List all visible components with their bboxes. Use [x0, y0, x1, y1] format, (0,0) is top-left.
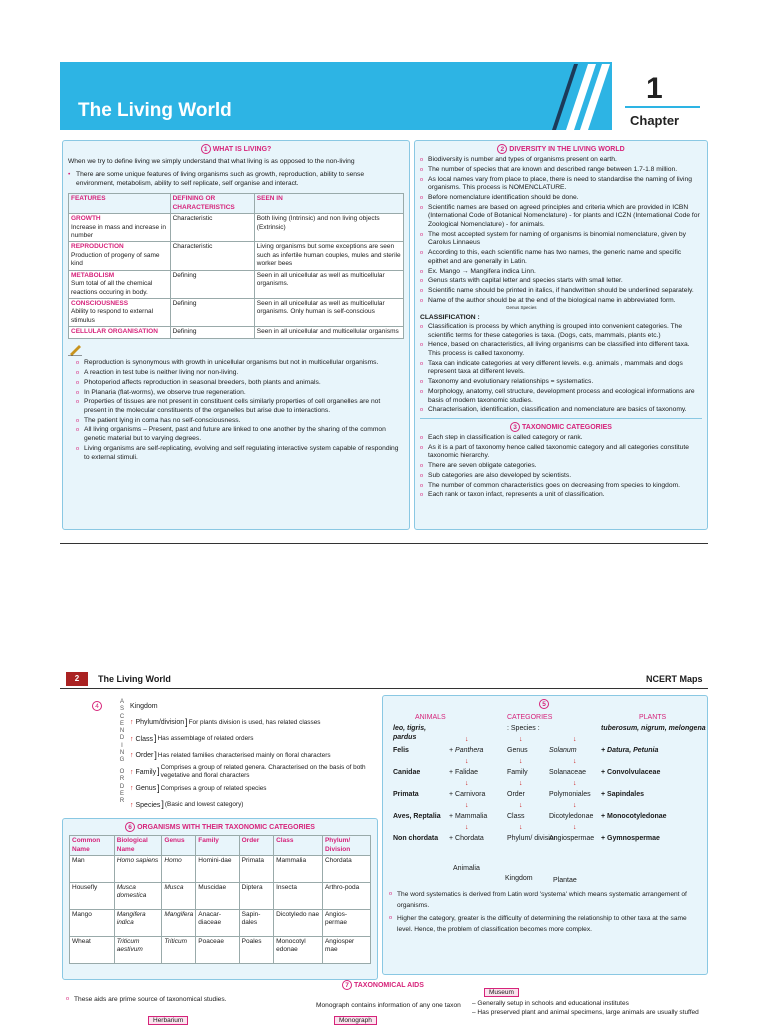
note-item: o Photoperiod affects reproduction in seasonal breeders, both plants and animals. [76, 379, 404, 388]
up-arrow-icon: ↑ [130, 801, 134, 809]
section-diversity [414, 140, 708, 530]
categories-heading: CATEGORIES [507, 714, 553, 722]
table-cell: Triticum [162, 936, 196, 963]
page2-header-rule [60, 688, 708, 689]
grid-animal: Aves, Reptalia [393, 813, 441, 821]
feature-cell [69, 299, 171, 327]
bracket-icon: ] [161, 799, 164, 810]
table-cell: Angiosper mae [322, 936, 370, 963]
table-row [70, 855, 371, 882]
page2-series: NCERT Maps [646, 674, 703, 684]
banner-stripes [548, 64, 618, 130]
feature-desc: Production of progeny of same kind [71, 251, 160, 268]
category-item: o As it is a part of taxonomy hence called taxonomic category and all categories constitute taxonomic hierarchy. [420, 444, 702, 461]
monograph-box: Monograph [334, 1016, 377, 1025]
section-title: 1 WHAT IS LIVING? [68, 144, 404, 154]
table-cell: Mangifera indica [114, 909, 162, 936]
classification-item: o Classification is process by which anything is grouped into convenient categories. The scientific terms for these categories is taxa. (Dogs, cats, mammals, plants etc.) [420, 323, 702, 340]
rank-name: Kingdom [130, 702, 158, 710]
diversity-item: o According to this, each scientific name has two names, the generic name and specific epithet and are generally in Latin. [420, 249, 702, 266]
descending-letter: E [119, 790, 124, 797]
category-item: o Each step in classification is called category or rank. [420, 434, 702, 443]
chapter-label: Chapter [630, 113, 680, 128]
feature-type: Characteristic [170, 214, 254, 242]
table-header: Family [196, 836, 239, 856]
up-arrow-icon: ↑ [130, 768, 134, 776]
table-cell: Poaceae [196, 936, 239, 963]
grid-a2: + Mammalia [449, 813, 488, 821]
bracket-icon: ] [157, 782, 160, 793]
bracket-icon: ] [185, 716, 188, 727]
museum-item: – Has preserved plant and animal specimens, large animals are usually stuffed [472, 1008, 699, 1016]
feature-seen: Seen in all unicellular as well as multicellular organisms. Only human is self-conscious [254, 299, 403, 327]
table-cell: Musca domestica [114, 882, 162, 909]
rank-note: Comprises a group of related genera. Characterised on the basis of both vegetative and floral characters [160, 763, 366, 780]
note-item: o All living organisms – Present, past and future are linked to one another by the sharing of the common genetic material but to varying degrees. [76, 426, 404, 443]
section-animals-plants [382, 695, 708, 975]
diversity-item: o Scientific names are based on agreed principles and criteria which are provided in ICBN (International Code of Botanical Nomenclature) - for plants and ICZN (International Code for Zoological Nomenclature) - for animals. [420, 204, 702, 230]
table-cell: Primata [239, 855, 273, 882]
table-cell: Wheat [70, 936, 115, 963]
features-table [68, 193, 404, 339]
rank-note: Has related families characterised mainly on floral characters [157, 751, 331, 759]
classification-item: o Hence, based on characteristics, all living organisms can be classified into different taxa. This process is called taxonomy. [420, 341, 702, 358]
systematics-notes [389, 889, 701, 935]
rank-row [130, 797, 380, 814]
rank-name: Family [135, 768, 157, 776]
grid-cat: Class [507, 813, 525, 821]
section-title: 7 TAXONOMICAL AIDS [342, 980, 424, 990]
rank-hierarchy [130, 698, 380, 814]
diversity-item: o Scientific name should be printed in italics, if handwritten should be underlined separately. [420, 287, 702, 296]
ascending-letter: C [119, 713, 125, 720]
grid-plant: + Sapindales [601, 791, 644, 799]
ascending-letter: I [121, 742, 123, 749]
ascending-letter: S [119, 706, 124, 713]
down-arrow-icon: ↓ [465, 758, 469, 766]
table-cell: Sapin-dales [239, 909, 273, 936]
classification-list [420, 323, 702, 415]
table-cell: Homo sapiens [114, 855, 162, 882]
intro-text: When we try to define living we simply understand that what living is as opposed to the non-living [68, 158, 355, 166]
diversity-item: o The number of species that are known and described range between 1.7-1.8 million. [420, 166, 702, 175]
grid-cat: : Species : [507, 725, 540, 733]
up-arrow-icon: ↑ [130, 752, 134, 760]
rank-name: Phylum/division [135, 719, 185, 727]
grid-a2: + Carnivora [449, 791, 486, 799]
table-cell: Mangifera [162, 909, 196, 936]
grid-animal: Primata [393, 791, 419, 799]
descending-label [118, 769, 126, 805]
feature-cell [69, 270, 171, 298]
grid-cat: Phylum/ division [507, 835, 558, 843]
section-hierarchy [62, 695, 378, 815]
rank-row [130, 715, 380, 732]
down-arrow-icon: ↓ [519, 824, 523, 832]
chapter-number: 1 [646, 72, 663, 105]
section-organisms-table [62, 818, 378, 980]
bracket-icon: ] [157, 766, 160, 777]
down-arrow-icon: ↓ [519, 758, 523, 766]
note-item: o Reproduction is synonymous with growth in unicellular organisms but not in multicellular organisms. [76, 359, 404, 368]
grid-a2: + Chordata [449, 835, 484, 843]
animalia-label: Animalia [453, 865, 480, 873]
grid-animal: leo, tigris, pardus [393, 725, 427, 741]
grid-cat: Genus [507, 747, 528, 755]
up-arrow-icon: ↑ [130, 735, 134, 743]
diversity-item: o Name of the author should be at the end of the biological name in abbreviated form. [420, 297, 702, 306]
table-cell: Arthro-poda [322, 882, 370, 909]
table-header: Order [239, 836, 273, 856]
down-arrow-icon: ↓ [465, 824, 469, 832]
down-arrow-icon: ↓ [573, 758, 577, 766]
down-arrow-icon: ↓ [519, 780, 523, 788]
grid-cat: Family [507, 769, 528, 777]
grid-p2: Dicotyledonae [549, 813, 594, 821]
category-item: o Sub categories are also developed by scientists. [420, 472, 702, 481]
feature-desc: Ability to respond to external stimulus [71, 308, 154, 324]
feature-bullet: • There are some unique features of living organisms such as growth, reproduction, ability to sense environment, metabolism, ability to self replicate, self organise and interact. [68, 170, 365, 187]
up-arrow-icon: ↑ [130, 719, 134, 727]
herbarium-box: Herbarium [148, 1016, 188, 1025]
table-cell: Mammalia [274, 855, 323, 882]
rank-row [130, 764, 380, 781]
feature-seen: Seen in all unicellular and multicellular organisms [254, 327, 403, 338]
section-number-wrap: 5 [389, 699, 701, 709]
feature-type: Characteristic [170, 242, 254, 270]
table-cell: Mango [70, 909, 115, 936]
rank-note: Comprises a group of related species [160, 784, 267, 792]
aids-intro: o These aids are prime source of taxonomical studies. [66, 996, 227, 1003]
table-cell: Musca [162, 882, 196, 909]
page2-title: The Living World [98, 674, 171, 684]
rank-row [130, 781, 380, 798]
table-cell: Angios-permae [322, 909, 370, 936]
grid-animal: Non chordata [393, 835, 439, 843]
diversity-item: o Ex. Mango → Mangifera indica Linn. [420, 268, 702, 277]
grid-p2: Angiospermae [549, 835, 595, 843]
feature-name: GROWTH [71, 215, 101, 223]
table-cell: Chordata [322, 855, 370, 882]
down-arrow-icon: ↓ [573, 802, 577, 810]
diversity-item: o Genus starts with capital letter and species starts with small letter. [420, 277, 702, 286]
table-header: Class [274, 836, 323, 856]
page-number: 2 [66, 672, 88, 686]
descending-letter: O [119, 769, 125, 775]
notes-list [76, 359, 404, 462]
down-arrow-icon: ↓ [519, 802, 523, 810]
down-arrow-icon: ↓ [465, 802, 469, 810]
table-cell: Housefly [70, 882, 115, 909]
diversity-item: o Before nomenclature identification should be done. [420, 194, 702, 203]
note-item: o Living organisms are self-replicating, evolving and self regulating interactive system capable of responding to external stimuli. [76, 445, 404, 462]
chapter-divider [625, 106, 700, 108]
rank-name: Order [135, 752, 154, 760]
section-taxonomical-aids [62, 980, 708, 1024]
diversity-item: o As local names vary from place to place, there is need to standardise the naming of living organisms. This process is NOMENCLATURE. [420, 176, 702, 193]
museum-box: Museum [484, 988, 519, 997]
table-row [69, 327, 404, 338]
feature-cell [69, 214, 171, 242]
table-row [69, 299, 404, 327]
classification-item: o Taxonomy and evolutionary relationships = systematics. [420, 378, 702, 387]
rank-row [130, 731, 380, 748]
down-arrow-icon: ↓ [573, 824, 577, 832]
bracket-icon: ] [154, 733, 157, 744]
rank-note: Has assemblage of related orders [157, 735, 254, 743]
feature-cell [69, 327, 171, 338]
feature-name: CONSCIOUSNESS [71, 300, 129, 308]
ascending-letter: A [119, 699, 124, 705]
animals-plants-grid [389, 725, 706, 885]
grid-animal: Canidae [393, 769, 421, 777]
page-title: The Living World [78, 100, 232, 121]
feature-seen: Seen in all unicellular as well as multicellular organisms. [254, 270, 403, 298]
rank-note: For plants division is used, has related classes [188, 718, 321, 726]
diversity-list [420, 156, 702, 305]
table-cell: Homo [162, 855, 196, 882]
bracket-icon: ] [154, 749, 157, 760]
note-item: o The patient lying in coma has no self-consciousness. [76, 417, 404, 426]
grid-a2: + Panthera [449, 747, 484, 755]
table-header: Genus [162, 836, 196, 856]
classification-item: o Taxa can indicate categories at very different levels. e.g. animals , mammals and dogs represent taxa at different levels. [420, 360, 702, 377]
taxonomic-categories-list [420, 434, 702, 500]
genus-species-label: Genus Species [506, 305, 537, 311]
table-cell: Monocotyl edonae [274, 936, 323, 963]
down-arrow-icon: ↓ [573, 736, 577, 744]
ascending-label [118, 699, 126, 765]
feature-name: REPRODUCTION [71, 243, 124, 251]
museum-list [472, 1000, 708, 1018]
animals-heading: ANIMALS [415, 714, 446, 722]
category-item: o The number of common characteristics goes on decreasing from species to kingdom. [420, 482, 702, 491]
grid-plant: tuberosum, nigrum, melongena [601, 725, 706, 733]
note-item: o Properties of tissues are not present in constituent cells similarly properties of cell organelles are not present in the molecular constituents of the organelles but arise due to interactions. [76, 398, 404, 415]
table-header: SEEN IN [254, 194, 403, 214]
pen-icon [68, 342, 82, 356]
grid-animal: Felis [393, 747, 409, 755]
table-header: Biological Name [114, 836, 162, 856]
table-cell: Man [70, 855, 115, 882]
table-cell: Triticum aestivum [114, 936, 162, 963]
section-what-is-living [62, 140, 410, 530]
section-number: 4 [92, 701, 102, 711]
category-item: o There are seven obligate categories. [420, 462, 702, 471]
feature-cell [69, 242, 171, 270]
down-arrow-icon: ↓ [465, 736, 469, 744]
grid-p2: Solanaceae [549, 769, 586, 777]
ascending-letter: D [119, 735, 125, 742]
down-arrow-icon: ↓ [573, 780, 577, 788]
classification-item: o Characterisation, identification, classification and nomenclature are basics of taxonomy. [420, 406, 702, 415]
feature-name: CELLULAR ORGANISATION [71, 328, 158, 336]
systematics-note: o The word systematics is derived from Latin word 'systema' which means systematic arrangement of organisms. [389, 889, 701, 911]
grid-plant: + Gymnospermae [601, 835, 660, 843]
table-cell: Diptera [239, 882, 273, 909]
feature-type: Defining [170, 299, 254, 327]
grid-p2: Polymoniales [549, 791, 591, 799]
descending-letter: R [119, 776, 125, 783]
table-row [69, 214, 404, 242]
diversity-item: o Biodiversity is number and types of organisms present on earth. [420, 156, 702, 165]
monograph-text: Monograph contains information of any one taxon [316, 1002, 461, 1009]
note-item: o In Planaria (flat-worms), we observe true regeneration. [76, 389, 404, 398]
grid-a2: + Falidae [449, 769, 478, 777]
down-arrow-icon: ↓ [519, 736, 523, 744]
table-cell: Homini-dae [196, 855, 239, 882]
ascending-letter: N [119, 728, 125, 735]
classification-heading: CLASSIFICATION : [420, 314, 480, 322]
organisms-table [69, 835, 371, 964]
feature-type: Defining [170, 270, 254, 298]
rank-row [130, 748, 380, 765]
rank-name: Genus [135, 785, 157, 793]
table-cell: Insecta [274, 882, 323, 909]
section-title: 6 ORGANISMS WITH THEIR TAXONOMIC CATEGORIES [69, 822, 371, 832]
table-row [70, 909, 371, 936]
feature-desc: Increase in mass and increase in number [71, 223, 167, 239]
feature-seen: Both living (Intrinsic) and non living objects (Extrinsic) [254, 214, 403, 242]
page-separator [60, 543, 708, 544]
ascending-letter: G [119, 757, 125, 764]
ascending-letter: N [119, 750, 125, 757]
classification-item: o Morphology, anatomy, cell structure, development process and ecological informations are basis of modern taxonomic studies. [420, 388, 702, 405]
note-item: o A reaction in test tube is neither living nor non-living. [76, 369, 404, 378]
table-header: DEFINING OR CHARACTERISTICS [170, 194, 254, 214]
grid-plant: + Convolvulaceae [601, 769, 661, 777]
table-cell: Poales [239, 936, 273, 963]
kingdom-label: Kingdom [505, 875, 533, 883]
rank-name: Species [135, 801, 161, 809]
table-row [69, 270, 404, 298]
table-cell: Anacar-diaceae [196, 909, 239, 936]
diversity-item: o The most accepted system for naming of organisms is binomial nomenclature, given by Carolus Linnaeus [420, 231, 702, 248]
feature-desc: Sum total of all the chemical reactions occuring in body. [71, 280, 153, 296]
section-title: 3 TAXONOMIC CATEGORIES [420, 422, 702, 432]
grid-plant: + Monocotyledonae [601, 813, 667, 821]
down-arrow-icon: ↓ [465, 780, 469, 788]
ascending-letter: E [119, 720, 124, 727]
descending-letter: D [119, 783, 125, 790]
grid-cat: Order [507, 791, 525, 799]
feature-name: METABOLISM [71, 271, 115, 279]
feature-type: Defining [170, 327, 254, 338]
table-row [70, 936, 371, 963]
rank-row [130, 698, 380, 715]
table-cell: Dicotyledo nae [274, 909, 323, 936]
rank-name: Class [135, 735, 154, 743]
systematics-note: o Higher the category, greater is the difficulty of determining the relationship to other taxa at the same level. Hence, the problem of classification becomes more complex. [389, 913, 701, 935]
feature-seen: Living organisms but some exceptions are seen such as infertile human couples, mules and sterile worker bees [254, 242, 403, 270]
museum-item: – Generally setup in schools and educational institutes [472, 1000, 629, 1007]
descending-letter: R [119, 798, 125, 805]
table-row [69, 242, 404, 270]
table-header: FEATURES [69, 194, 171, 214]
up-arrow-icon: ↑ [130, 785, 134, 793]
category-item: o Each rank or taxon infact, represents a unit of classification. [420, 491, 702, 500]
plants-heading: PLANTS [639, 714, 667, 722]
plantae-label: Plantae [553, 877, 577, 885]
table-row [70, 882, 371, 909]
grid-plant: + Datura, Petunia [601, 747, 659, 755]
table-cell: Muscidae [196, 882, 239, 909]
section-title: 2 DIVERSITY IN THE LIVING WORLD [420, 144, 702, 154]
table-header: Common Name [70, 836, 115, 856]
grid-p2: Solanum [549, 747, 577, 755]
table-header: Phylum/ Division [322, 836, 370, 856]
rank-note: (Basic and lowest category) [164, 801, 244, 809]
